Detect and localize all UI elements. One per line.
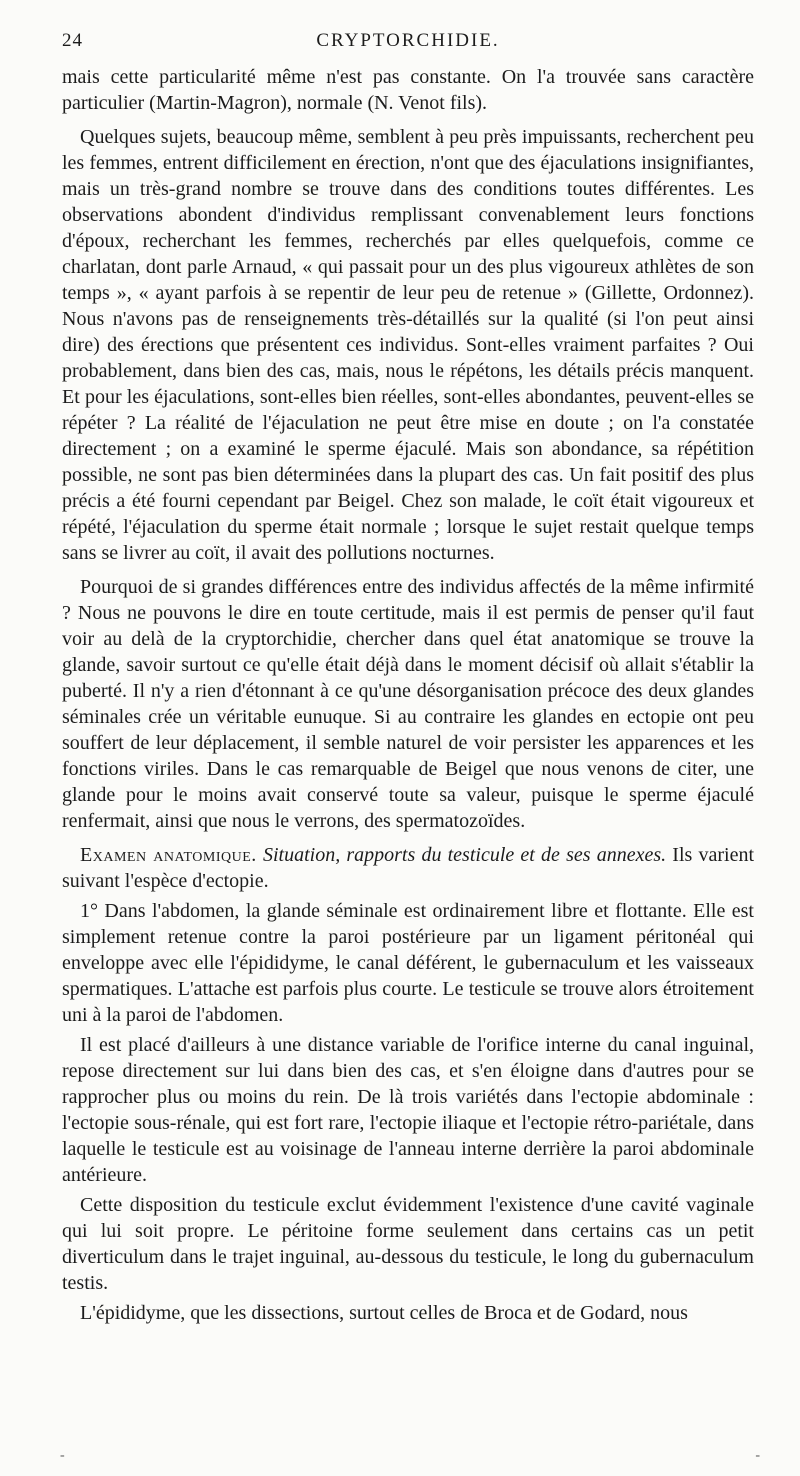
running-head [62, 30, 754, 56]
paragraph-3: Pourquoi de si grandes différences entre des individus affectés de la même infirmité ? Nous ne pouvons le dire en toute certitude, mais il est permis de penser qu'il faut voir au delà de la cryptorchidie, chercher dans quel état anatomique se trouve la glande, savoir surtout ce qu'elle était déjà dans le moment décisif où allait s'établir la puberté. Il n'y a rien d'étonnant à ce qu'une désorganisation précoce des deux glandes séminales crée un véritable eunuque. Si au contraire les glandes en ectopie ont peu souffert de leur déplacement, il semble naturel de voir persister les apparences et les fonctions viriles. Dans le cas remarquable de Beigel que nous venons de citer, une glande pour le moins avait conservé toute sa valeur, puisque le sperme éjaculé renfermait, ainsi que nous le verrons, des spermatozoïdes. [62, 576, 754, 832]
section-lead-text: Ils varient suivant l'espèce d'ectopie. [62, 844, 754, 892]
section-subheading: Situation, rapports du testicule et de ses annexes. [262, 844, 667, 866]
page-number: 24 [62, 30, 83, 51]
paragraph-6: Il est placé d'ailleurs à une distance variable de l'orifice interne du canal inguinal, repose directement sur lui dans bien des cas, et s'en éloigne dans d'autres pour se rapprocher plus ou moins du rein. De là trois variétés dans l'ectopie abdominale : l'ectopie sous-rénale, qui est fort rare, l'ectopie iliaque et l'ectopie rétro-pariétale, dans laquelle le testicule est au voisinage de l'anneau interne derrière la paroi abdominale antérieure. [62, 1034, 754, 1186]
paragraph-4 [62, 842, 754, 894]
footer-marks [60, 1448, 760, 1463]
paragraph-5: 1° Dans l'abdomen, la glande séminale est ordinairement libre et flottante. Elle est simplement retenue contre la paroi postérieure par un ligament péritonéal qui enveloppe avec elle l'épididyme, le canal déférent, le gubernaculum et les vaisseaux spermatiques. L'attache est parfois plus courte. Le testicule se trouve alors étroitement uni à la paroi de l'abdomen. [62, 900, 754, 1026]
paragraph-7: Cette disposition du testicule exclut évidemment l'existence d'une cavité vaginale qui lui soit propre. Le péritoine forme seulement dans certains cas un petit diverticulum dans le trajet inguinal, au-dessous du testicule, le long du gubernaculum testis. [62, 1194, 754, 1294]
footer-mark-right: - [755, 1448, 760, 1463]
paragraph-8: L'épididyme, que les dissections, surtout celles de Broca et de Godard, nous [80, 1302, 688, 1324]
paragraph-1: mais cette particularité même n'est pas constante. On l'a trouvée sans caractère particulier (Martin-Magron), normale (N. Venot fils). [62, 66, 754, 114]
section-heading: Examen anatomique. [80, 844, 257, 866]
body-text [62, 64, 754, 1334]
footer-mark-left: - [60, 1448, 65, 1463]
paragraph-2: Quelques sujets, beaucoup même, semblent à peu près impuissants, recherchent peu les femmes, entrent difficilement en érection, n'ont que des éjaculations insignifiantes, mais un très-grand nombre se trouve dans des conditions toutes différentes. Les observations abondent d'individus remplissant convenablement leurs fonctions d'époux, recherchant les femmes, recherchés par elles quelquefois, comme ce charlatan, dont parle Arnaud, « qui passait pour un des plus vigoureux athlètes de son temps », « ayant parfois à se repentir de leur peu de retenue » (Gillette, Ordonnez). Nous n'avons pas de renseignements très-détaillés sur la qualité (si l'on peut ainsi dire) des érections que présentent ces individus. Sont-elles vraiment parfaites ? Oui probablement, dans bien des cas, mais, nous le répétons, les détails précis manquent. Et pour les éjaculations, sont-elles bien réelles, sont-elles abondantes, peuvent-elles se répéter ? La réalité de l'éjaculation ne peut être mise en doute ; on l'a constatée directement ; on a examiné le sperme éjaculé. Mais son abondance, sa répétition possible, ne sont pas bien déterminées dans la plupart des cas. Un fait positif des plus précis a été fourni cependant par Beigel. Chez son malade, le coït était vigoureux et répété, l'éjaculation du sperme était normale ; lorsque le sujet restait quelque temps sans se livrer au coït, il avait des pollutions nocturnes. [62, 126, 754, 564]
running-title: CRYPTORCHIDIE. [316, 30, 500, 51]
